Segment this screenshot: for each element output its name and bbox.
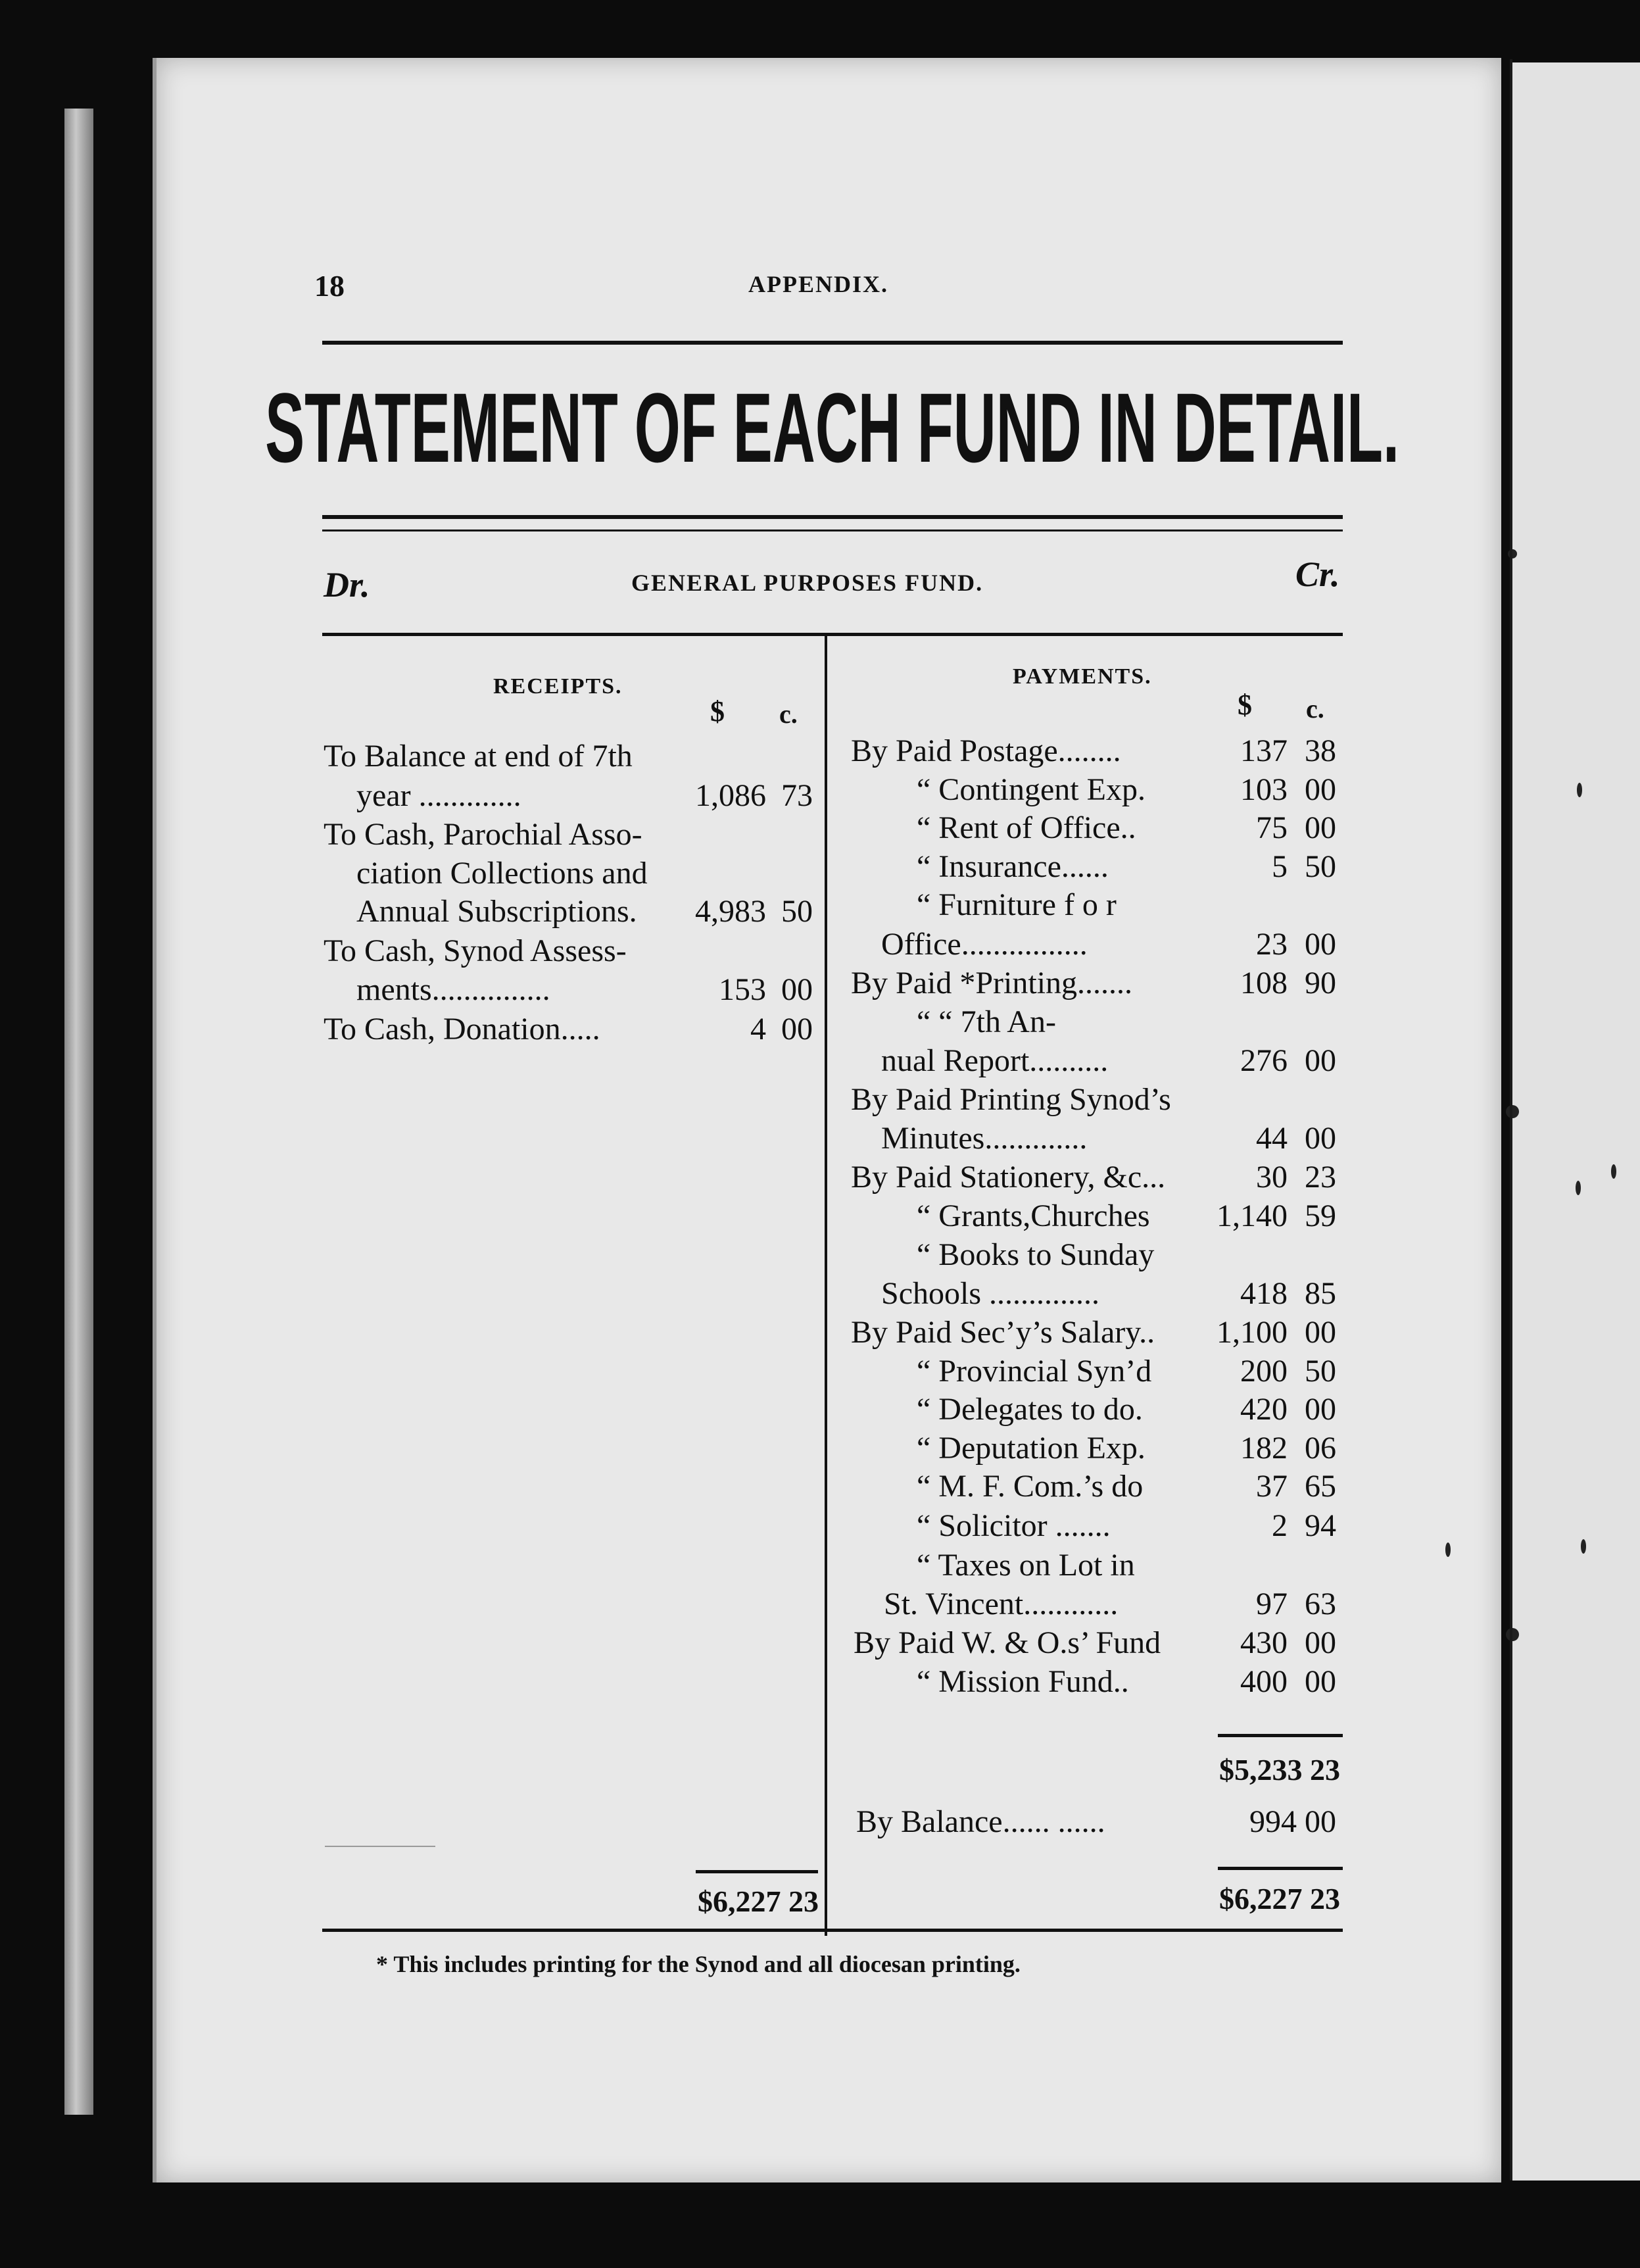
receipts-dollar-col: $ bbox=[710, 695, 725, 727]
binding-hole bbox=[1506, 1105, 1519, 1118]
payment-cents: 00 bbox=[1305, 1625, 1336, 1660]
payment-cents: 65 bbox=[1305, 1469, 1336, 1504]
page-gutter-line bbox=[1510, 59, 1512, 2181]
receipts-total: $6,227 23 bbox=[698, 1885, 819, 1918]
payment-cents: 00 bbox=[1305, 1043, 1336, 1078]
payment-dollars: 2 bbox=[1272, 1508, 1288, 1543]
payment-line-text: “ M. F. Com.’s do bbox=[917, 1469, 1144, 1504]
payment-line-text: “ Books to Sunday bbox=[917, 1237, 1155, 1272]
payment-cents: 06 bbox=[1305, 1431, 1336, 1466]
payment-line-text: By Paid W. & O.s’ Fund bbox=[854, 1625, 1161, 1660]
payment-dollars: 108 bbox=[1240, 966, 1288, 1000]
payment-dollars: 200 bbox=[1240, 1354, 1288, 1389]
payment-cents: 63 bbox=[1305, 1587, 1336, 1621]
receipt-line-text: To Balance at end of 7th bbox=[324, 739, 633, 774]
payment-line-text: “ Provincial Syn’d bbox=[917, 1354, 1152, 1389]
credit-label: Cr. bbox=[1295, 555, 1340, 594]
payment-line-text: St. Vincent............ bbox=[884, 1587, 1119, 1621]
payment-line-text: By Paid Stationery, &c... bbox=[851, 1160, 1166, 1195]
receipt-line-text: To Cash, Parochial Asso- bbox=[324, 817, 642, 852]
title-block bbox=[265, 372, 1400, 483]
receipt-line-text: To Cash, Donation..... bbox=[324, 1012, 600, 1047]
payment-dollars: 44 bbox=[1256, 1121, 1288, 1156]
payment-line-text: “ Grants,Churches bbox=[917, 1198, 1150, 1233]
payment-line-text: “ Insurance...... bbox=[917, 849, 1109, 884]
payments-total-rule bbox=[1218, 1867, 1343, 1870]
payments-cents-col: c. bbox=[1306, 694, 1324, 724]
payment-line-text: nual Report.......... bbox=[881, 1043, 1109, 1078]
payment-dollars: 1,100 bbox=[1217, 1315, 1288, 1350]
payment-line-text: “ Mission Fund.. bbox=[917, 1664, 1129, 1699]
payment-line-text: “ Taxes on Lot in bbox=[917, 1548, 1135, 1583]
payment-dollars: 97 bbox=[1256, 1587, 1288, 1621]
payment-line-text: By Paid Postage........ bbox=[851, 733, 1121, 768]
ledger-header-rule bbox=[322, 633, 1343, 636]
margin-mark bbox=[1445, 1542, 1451, 1557]
margin-mark bbox=[1611, 1164, 1616, 1179]
payment-line-text: By Paid Printing Synod’s bbox=[851, 1082, 1171, 1117]
payment-cents: 38 bbox=[1305, 733, 1336, 768]
payment-line-text: “ Contingent Exp. bbox=[917, 772, 1146, 807]
payment-cents: 00 bbox=[1305, 927, 1336, 962]
payment-cents: 00 bbox=[1305, 772, 1336, 807]
running-title: APPENDIX. bbox=[748, 271, 888, 297]
receipts-total-rule bbox=[696, 1870, 818, 1873]
balance-label: By Balance...... ...... bbox=[856, 1804, 1105, 1839]
margin-mark bbox=[1581, 1539, 1586, 1554]
receipt-line-text: ments............... bbox=[356, 972, 550, 1007]
payment-line-text: By Paid *Printing....... bbox=[851, 966, 1133, 1000]
payment-line-text: Office................ bbox=[881, 927, 1088, 962]
payment-cents: 85 bbox=[1305, 1276, 1336, 1311]
receipt-cents: 00 bbox=[781, 972, 813, 1007]
title-rule-bottom bbox=[322, 530, 1343, 531]
fund-name: GENERAL PURPOSES FUND. bbox=[631, 570, 984, 596]
ledger-column-divider bbox=[825, 635, 827, 1936]
page-number: 18 bbox=[314, 269, 345, 303]
footnote-rule bbox=[322, 1929, 1343, 1932]
page-title: STATEMENT OF EACH FUND IN DETAIL. bbox=[265, 372, 1400, 483]
receipt-line-text: year ............. bbox=[356, 778, 521, 813]
payment-line-text: Minutes............. bbox=[881, 1121, 1088, 1156]
payments-subtotal-rule bbox=[1218, 1734, 1343, 1737]
payment-dollars: 430 bbox=[1240, 1625, 1288, 1660]
payments-dollar-col: $ bbox=[1238, 689, 1252, 721]
receipt-cents: 73 bbox=[781, 778, 813, 813]
payment-cents: 23 bbox=[1305, 1160, 1336, 1195]
payment-cents: 59 bbox=[1305, 1198, 1336, 1233]
payment-cents: 90 bbox=[1305, 966, 1336, 1000]
payment-dollars: 23 bbox=[1256, 927, 1288, 962]
receipt-line-text: To Cash, Synod Assess- bbox=[324, 933, 627, 968]
receipt-dollars: 153 bbox=[719, 972, 766, 1007]
payments-heading: PAYMENTS. bbox=[1013, 664, 1152, 689]
margin-mark bbox=[1577, 783, 1582, 797]
payment-dollars: 418 bbox=[1240, 1276, 1288, 1311]
payment-dollars: 182 bbox=[1240, 1431, 1288, 1466]
payment-cents: 50 bbox=[1305, 849, 1336, 884]
payment-line-text: Schools .............. bbox=[881, 1276, 1100, 1311]
payment-line-text: “ “ 7th An- bbox=[917, 1004, 1056, 1039]
payment-line-text: “ Solicitor ....... bbox=[917, 1508, 1111, 1543]
payment-cents: 94 bbox=[1305, 1508, 1336, 1543]
payment-line-text: “ Deputation Exp. bbox=[917, 1431, 1146, 1466]
title-rule-top bbox=[322, 515, 1343, 519]
facing-page-edge bbox=[1512, 62, 1640, 2181]
payments-subtotal: $5,233 23 bbox=[1219, 1753, 1340, 1787]
faint-rule bbox=[325, 1846, 435, 1847]
payment-dollars: 137 bbox=[1240, 733, 1288, 768]
receipt-line-text: Annual Subscriptions. bbox=[356, 894, 637, 929]
payments-total: $6,227 23 bbox=[1219, 1882, 1340, 1915]
payment-dollars: 400 bbox=[1240, 1664, 1288, 1699]
payment-dollars: 37 bbox=[1256, 1469, 1288, 1504]
footnote: * This includes printing for the Synod and all diocesan printing. bbox=[376, 1951, 1021, 1977]
payment-cents: 50 bbox=[1305, 1354, 1336, 1389]
balance-value: 994 00 bbox=[1249, 1804, 1336, 1839]
payment-line-text: By Paid Sec’y’s Salary.. bbox=[851, 1315, 1155, 1350]
receipt-line-text: ciation Collections and bbox=[356, 856, 648, 891]
receipt-cents: 50 bbox=[781, 894, 813, 929]
payment-cents: 00 bbox=[1305, 810, 1336, 845]
receipt-dollars: 1,086 bbox=[695, 778, 766, 813]
payment-line-text: “ Furniture f o r bbox=[917, 887, 1117, 922]
receipt-cents: 00 bbox=[781, 1012, 813, 1047]
debit-label: Dr. bbox=[324, 565, 370, 604]
payment-dollars: 103 bbox=[1240, 772, 1288, 807]
binding-hole bbox=[1506, 1628, 1519, 1641]
payment-dollars: 75 bbox=[1256, 810, 1288, 845]
payment-dollars: 276 bbox=[1240, 1043, 1288, 1078]
receipts-heading: RECEIPTS. bbox=[493, 674, 623, 699]
book-spine-edge bbox=[64, 109, 93, 2115]
receipt-dollars: 4,983 bbox=[695, 894, 766, 929]
payment-cents: 00 bbox=[1305, 1392, 1336, 1427]
payment-dollars: 5 bbox=[1272, 849, 1288, 884]
payment-line-text: “ Delegates to do. bbox=[917, 1392, 1143, 1427]
receipts-cents-col: c. bbox=[779, 699, 798, 729]
payment-cents: 00 bbox=[1305, 1121, 1336, 1156]
payment-cents: 00 bbox=[1305, 1664, 1336, 1699]
payment-line-text: “ Rent of Office.. bbox=[917, 810, 1136, 845]
margin-mark bbox=[1576, 1181, 1581, 1195]
header-rule bbox=[322, 341, 1343, 345]
payment-dollars: 1,140 bbox=[1217, 1198, 1288, 1233]
payment-dollars: 30 bbox=[1256, 1160, 1288, 1195]
payment-cents: 00 bbox=[1305, 1315, 1336, 1350]
receipt-dollars: 4 bbox=[750, 1012, 766, 1047]
payment-dollars: 420 bbox=[1240, 1392, 1288, 1427]
